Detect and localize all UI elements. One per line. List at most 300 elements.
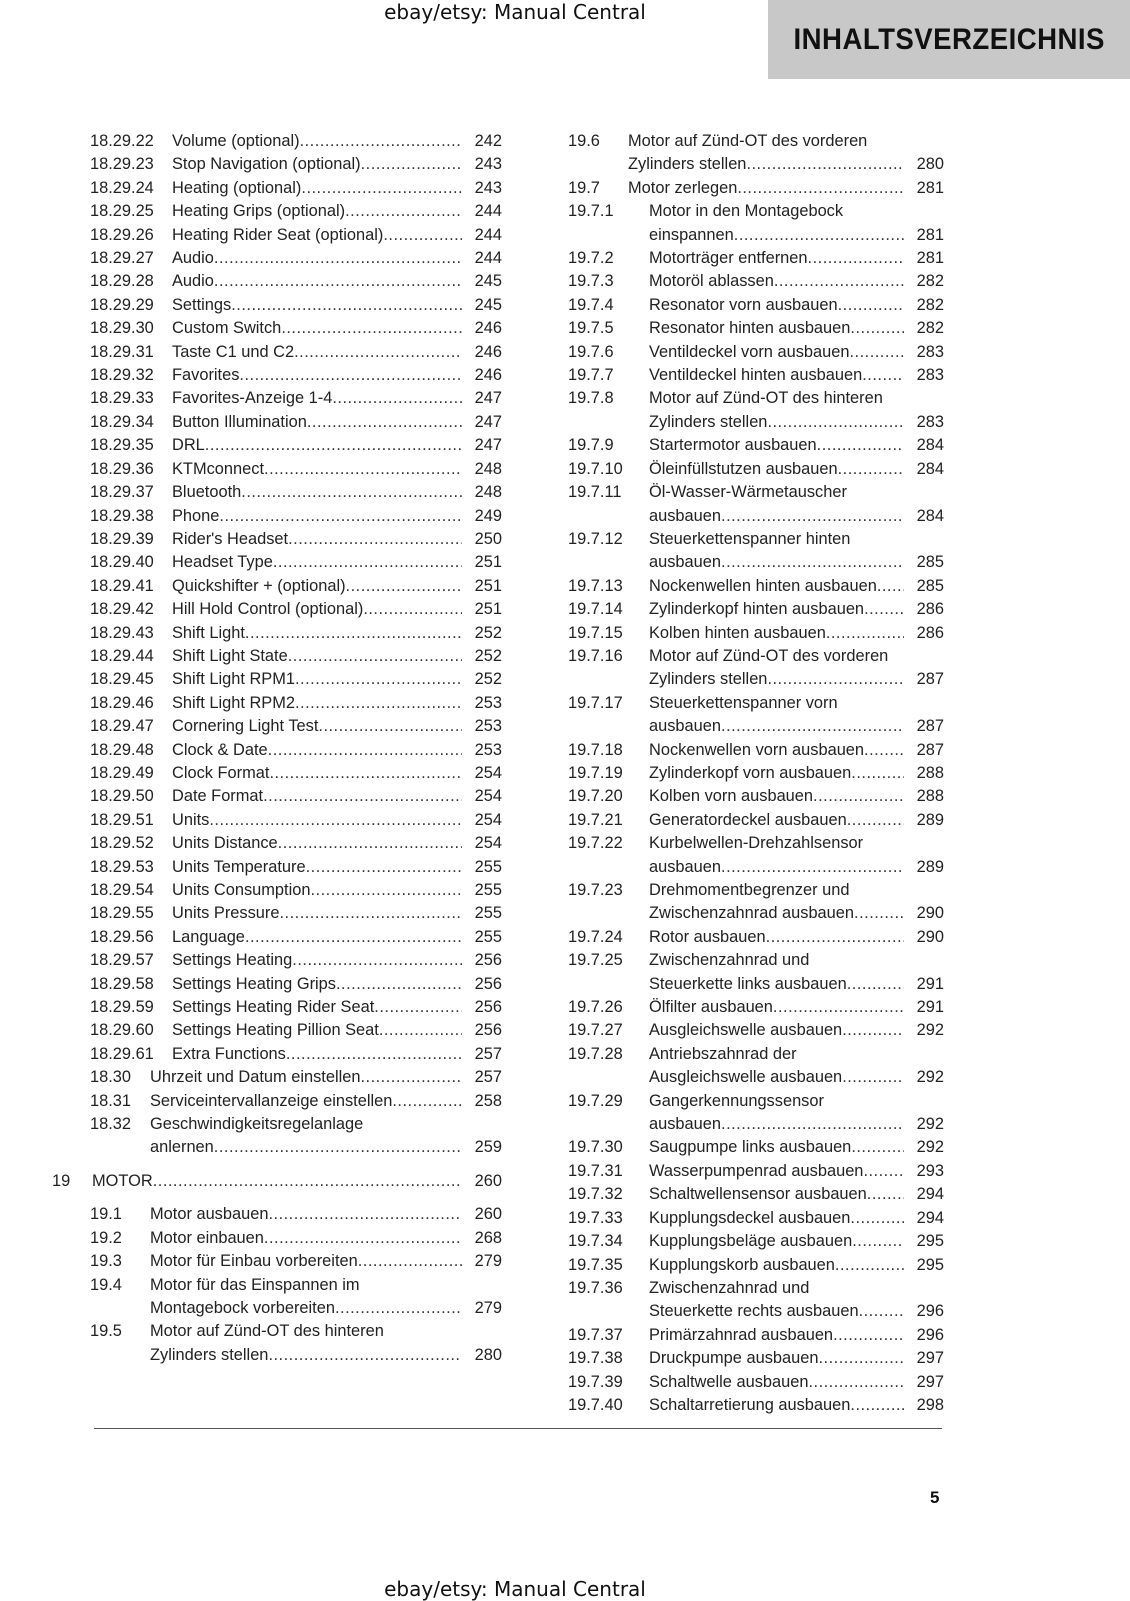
toc-entry-page: 294	[916, 1185, 944, 1204]
toc-entry-title-line: Motor in den Montagebock	[649, 202, 844, 221]
toc-entry-number: 18.29.56	[90, 927, 154, 946]
toc-entry-title: Zylinders stellen	[150, 1345, 269, 1364]
toc-entry[interactable]	[90, 762, 502, 785]
toc-entry-page: 287	[916, 717, 944, 736]
toc-entry-page: 291	[916, 998, 944, 1017]
dot-leader	[231, 294, 462, 317]
toc-entry-title-line: Drehmomentbegrenzer und	[649, 881, 850, 899]
toc-entry[interactable]	[568, 1090, 944, 1137]
toc-entry[interactable]	[52, 1170, 502, 1193]
toc-entry-page: 243	[474, 178, 502, 197]
toc-entry-title: Units Distance	[172, 834, 278, 853]
toc-entry-title: Kupplungskorb ausbauen	[649, 1255, 835, 1274]
toc-entry-number: 19.7.20	[568, 787, 623, 806]
dot-leader	[737, 177, 904, 200]
dot-leader	[279, 902, 462, 925]
toc-entry-number: 19.7.27	[568, 1021, 623, 1040]
dot-leader	[833, 1324, 904, 1347]
toc-entry[interactable]	[568, 1019, 944, 1042]
toc-entry[interactable]	[90, 294, 502, 317]
dot-leader	[205, 434, 462, 457]
toc-entry[interactable]	[90, 434, 502, 457]
toc-entry-page: 243	[474, 155, 502, 174]
dot-leader	[214, 1136, 462, 1159]
toc-entry[interactable]	[90, 1274, 502, 1321]
toc-entry-title: Schaltarretierung ausbauen	[649, 1395, 851, 1414]
toc-entry-title: Ventildeckel hinten ausbauen	[649, 366, 863, 385]
toc-entry-number: 19.7.18	[568, 740, 623, 759]
toc-entry[interactable]	[90, 832, 502, 855]
toc-entry[interactable]	[568, 1254, 944, 1277]
toc-entry-title: ausbauen	[649, 857, 722, 876]
toc-entry-title: Primärzahnrad ausbauen	[649, 1325, 834, 1344]
dot-leader	[269, 762, 462, 785]
dot-leader	[852, 1230, 904, 1253]
toc-entry[interactable]	[568, 1160, 944, 1183]
dot-leader	[345, 200, 462, 223]
toc-left-column	[52, 130, 502, 1367]
toc-entry-page: 249	[474, 506, 502, 525]
toc-entry[interactable]	[90, 177, 502, 200]
toc-entry-number: 19.7.25	[568, 951, 623, 970]
dot-leader	[245, 622, 462, 645]
toc-entry[interactable]	[90, 458, 502, 481]
toc-entry-number: 19.7.39	[568, 1372, 623, 1391]
toc-entry[interactable]	[568, 528, 944, 575]
toc-entry-title: Phone	[172, 506, 220, 525]
dot-leader	[818, 1347, 904, 1370]
toc-entry-page: 246	[474, 342, 502, 361]
dot-leader	[859, 1300, 904, 1323]
toc-entry-page: 288	[916, 763, 944, 782]
toc-entry-title: Units	[172, 810, 210, 829]
toc-entry-title: einspannen	[649, 225, 734, 244]
toc-entry-title: MOTOR	[92, 1171, 153, 1190]
toc-entry-number: 19.7.4	[568, 295, 614, 314]
dot-leader	[379, 1019, 462, 1042]
toc-entry-title-line: Motor auf Zünd-OT des hinteren	[150, 1322, 384, 1341]
toc-entry[interactable]	[90, 575, 502, 598]
dot-leader	[808, 1371, 904, 1394]
toc-entry-number: 18.29.37	[90, 483, 154, 502]
toc-entry-number: 19.7.16	[568, 646, 623, 665]
toc-entry-page: 290	[916, 904, 944, 923]
toc-entry-page: 292	[916, 1021, 944, 1040]
dot-leader	[734, 224, 904, 247]
toc-entry[interactable]	[568, 879, 944, 926]
toc-entry[interactable]	[90, 130, 502, 153]
toc-entry[interactable]	[568, 1136, 944, 1159]
dot-leader	[295, 668, 462, 691]
toc-entry[interactable]	[568, 1043, 944, 1090]
toc-entry[interactable]	[568, 294, 944, 317]
toc-entry-title: Button Illumination	[172, 412, 307, 431]
toc-entry[interactable]	[90, 481, 502, 504]
toc-entry[interactable]	[568, 762, 944, 785]
toc-entry-number: 19.7	[568, 178, 600, 197]
dot-leader	[850, 1207, 904, 1230]
toc-entry-number: 19.7.32	[568, 1185, 623, 1204]
dot-leader	[358, 1250, 462, 1273]
dot-leader	[851, 762, 904, 785]
toc-entry-page: 251	[474, 576, 502, 595]
toc-entry-title: Ausgleichswelle ausbauen	[649, 1068, 843, 1087]
toc-entry-page: 293	[916, 1161, 944, 1180]
toc-entry-number: 18.29.57	[90, 951, 154, 970]
toc-entry-number: 18.29.32	[90, 366, 154, 385]
toc-entry[interactable]	[90, 622, 502, 645]
toc-entry[interactable]	[90, 996, 502, 1019]
toc-entry[interactable]	[90, 411, 502, 434]
toc-entry-title: Motor ausbauen	[150, 1205, 269, 1224]
toc-entry[interactable]	[90, 809, 502, 832]
toc-entry-number: 19.7.6	[568, 342, 614, 361]
toc-entry-title-line: Gangerkennungssensor	[649, 1091, 824, 1110]
toc-entry[interactable]	[568, 130, 944, 177]
toc-entry-title: Generatordeckel ausbauen	[649, 810, 847, 829]
toc-entry[interactable]	[90, 1019, 502, 1042]
toc-entry-title: Heating Grips (optional)	[172, 202, 346, 221]
toc-entry[interactable]	[90, 505, 502, 528]
toc-entry-page: 296	[916, 1325, 944, 1344]
toc-entry-page: 256	[474, 974, 502, 993]
toc-entry[interactable]	[568, 270, 944, 293]
dot-leader	[721, 551, 904, 574]
toc-entry[interactable]	[568, 481, 944, 528]
toc-entry-number: 19.7.3	[568, 272, 614, 291]
toc-entry[interactable]	[90, 949, 502, 972]
toc-entry-page: 292	[916, 1115, 944, 1134]
toc-entry-title: Extra Functions	[172, 1044, 286, 1063]
toc-entry-number: 18.29.54	[90, 881, 154, 899]
toc-entry[interactable]	[90, 645, 502, 668]
dot-leader	[332, 387, 462, 410]
dot-leader	[374, 996, 462, 1019]
toc-entry-page: 256	[474, 998, 502, 1017]
toc-entry[interactable]	[90, 224, 502, 247]
toc-entry-number: 18.29.59	[90, 998, 154, 1017]
toc-entry-number: 18.29.45	[90, 670, 154, 689]
toc-entry-title: Units Pressure	[172, 904, 280, 923]
toc-entry[interactable]	[568, 317, 944, 340]
toc-entry[interactable]	[568, 1347, 944, 1370]
toc-entry[interactable]	[90, 692, 502, 715]
toc-entry-title: Ventildeckel vorn ausbauen	[649, 342, 850, 361]
toc-entry-title: Bluetooth	[172, 483, 242, 502]
toc-entry[interactable]	[90, 879, 502, 902]
toc-entry-page: 284	[916, 459, 944, 478]
toc-entry-page: 281	[916, 178, 944, 197]
toc-entry-page: 256	[474, 951, 502, 970]
toc-entry-page: 286	[916, 600, 944, 619]
toc-entry[interactable]	[568, 692, 944, 739]
toc-entry-page: 252	[474, 670, 502, 689]
toc-entry-number: 19.5	[90, 1322, 122, 1341]
toc-entry-title: Cornering Light Test	[172, 717, 319, 736]
toc-entry[interactable]	[90, 364, 502, 387]
toc-entry-number: 19.7.30	[568, 1138, 623, 1157]
toc-entry[interactable]	[568, 832, 944, 879]
dot-leader	[288, 645, 462, 668]
toc-entry-title: Steuerkette links ausbauen	[649, 974, 847, 993]
toc-entry-number: 19.7.7	[568, 366, 614, 385]
toc-entry-title: Units Consumption	[172, 881, 311, 899]
toc-entry[interactable]	[568, 177, 944, 200]
toc-entry-title: Heating Rider Seat (optional)	[172, 225, 384, 244]
toc-entry[interactable]	[568, 996, 944, 1019]
toc-entry[interactable]	[568, 341, 944, 364]
toc-entry-page: 254	[474, 787, 502, 806]
toc-entry[interactable]	[90, 1203, 502, 1226]
dot-leader	[817, 434, 904, 457]
dot-leader	[268, 1344, 462, 1367]
toc-entry-number: 19.7.8	[568, 389, 614, 408]
toc-entry-number: 18.29.25	[90, 202, 154, 221]
toc-entry[interactable]	[568, 1371, 944, 1394]
dot-leader	[851, 1136, 904, 1159]
toc-entry[interactable]	[90, 973, 502, 996]
toc-entry[interactable]	[568, 809, 944, 832]
toc-entry-page: 284	[916, 506, 944, 525]
toc-entry[interactable]	[568, 575, 944, 598]
toc-entry[interactable]	[90, 317, 502, 340]
toc-entry-page: 255	[474, 904, 502, 923]
toc-entry-number: 19	[52, 1171, 71, 1190]
toc-entry[interactable]	[568, 645, 944, 692]
toc-entry-title: Audio	[172, 272, 214, 291]
toc-entry-title-line: Steuerkettenspanner vorn	[649, 693, 838, 712]
toc-entry-page: 245	[474, 272, 502, 291]
dot-leader	[847, 809, 904, 832]
dot-leader	[721, 505, 904, 528]
toc-entry-number: 18.29.53	[90, 857, 154, 876]
toc-entry-page: 282	[916, 319, 944, 338]
dot-leader	[264, 458, 462, 481]
toc-entry[interactable]	[90, 1090, 502, 1113]
dot-leader	[746, 153, 904, 176]
dot-leader	[721, 715, 904, 738]
toc-entry-page: 251	[474, 553, 502, 572]
toc-right-column	[568, 130, 944, 1417]
toc-entry-page: 247	[474, 436, 502, 455]
toc-entry-title: Zylinders stellen	[649, 412, 768, 431]
toc-entry-number: 18.29.28	[90, 272, 154, 291]
toc-entry-number: 19.7.22	[568, 834, 623, 853]
toc-entry[interactable]	[568, 949, 944, 996]
toc-entry-number: 19.7.24	[568, 927, 623, 946]
toc-entry-title: Settings Heating	[172, 951, 293, 970]
dot-leader	[850, 1394, 904, 1417]
toc-entry-title: ausbauen	[649, 1115, 722, 1134]
toc-entry-page: 242	[474, 132, 502, 150]
toc-entry-title: Kolben hinten ausbauen	[649, 623, 826, 642]
toc-entry[interactable]	[568, 1230, 944, 1253]
toc-entry[interactable]	[568, 1277, 944, 1324]
toc-entry-title-line: Zwischenzahnrad und	[649, 951, 810, 970]
toc-entry[interactable]	[90, 1043, 502, 1066]
toc-entry-page: 280	[474, 1345, 502, 1364]
toc-entry-number: 19.7.21	[568, 810, 623, 829]
toc-entry-number: 18.29.24	[90, 178, 154, 197]
toc-entry-title: ausbauen	[649, 553, 722, 572]
section-header	[768, 0, 1130, 79]
toc-entry-page: 255	[474, 857, 502, 876]
dot-leader	[864, 739, 904, 762]
toc-entry-page: 296	[916, 1302, 944, 1321]
dot-leader	[862, 364, 904, 387]
toc-entry-number: 19.7.36	[568, 1278, 623, 1297]
toc-entry-number: 18.29.52	[90, 834, 154, 853]
toc-entry-page: 256	[474, 1021, 502, 1040]
toc-entry-title: Clock & Date	[172, 740, 268, 759]
toc-entry-page: 288	[916, 787, 944, 806]
toc-entry-page: 246	[474, 366, 502, 385]
toc-entry[interactable]	[568, 387, 944, 434]
toc-entry-number: 18.29.41	[90, 576, 154, 595]
toc-entry-number: 19.7.23	[568, 881, 623, 899]
toc-entry[interactable]	[90, 1227, 502, 1250]
toc-entry-number: 18.29.27	[90, 249, 154, 268]
toc-entry-page: 255	[474, 881, 502, 899]
dot-leader	[336, 973, 462, 996]
toc-entry[interactable]	[90, 1320, 502, 1367]
toc-entry[interactable]	[568, 1324, 944, 1347]
toc-entry-number: 18.29.50	[90, 787, 154, 806]
dot-leader	[842, 1019, 904, 1042]
toc-entry-page: 248	[474, 459, 502, 478]
toc-entry-title: Wasserpumpenrad ausbauen	[649, 1161, 864, 1180]
toc-entry-number: 19.7.9	[568, 436, 614, 455]
toc-entry-title: Motor zerlegen	[628, 178, 738, 197]
toc-entry[interactable]	[90, 1066, 502, 1089]
toc-entry[interactable]	[568, 458, 944, 481]
toc-entry[interactable]	[568, 247, 944, 270]
dot-leader	[849, 341, 904, 364]
toc-entry[interactable]	[568, 1207, 944, 1230]
toc-entry-number: 18.29.58	[90, 974, 154, 993]
toc-entry-title: Clock Format	[172, 763, 270, 782]
toc-entry[interactable]	[90, 200, 502, 223]
toc-entry-title: Settings Heating Pillion Seat	[172, 1021, 379, 1040]
toc-entry-title: Nockenwellen vorn ausbauen	[649, 740, 865, 759]
dot-leader	[241, 481, 462, 504]
toc-entry[interactable]	[90, 551, 502, 574]
dot-leader	[826, 622, 904, 645]
dot-leader	[245, 926, 462, 949]
toc-entry-title: ausbauen	[649, 717, 722, 736]
toc-entry-title: Kupplungsbeläge ausbauen	[649, 1232, 853, 1251]
toc-entry-title: Ölfilter ausbauen	[649, 998, 773, 1017]
dot-leader	[838, 458, 904, 481]
toc-entry-page: 260	[474, 1205, 502, 1224]
toc-entry[interactable]	[90, 528, 502, 551]
toc-entry-number: 18.29.60	[90, 1021, 154, 1040]
toc-entry-title: Resonator hinten ausbauen	[649, 319, 851, 338]
toc-entry-number: 18.29.49	[90, 763, 154, 782]
dot-leader	[307, 411, 462, 434]
toc-entry[interactable]	[568, 364, 944, 387]
dot-leader	[867, 1183, 904, 1206]
toc-entry[interactable]	[90, 270, 502, 293]
toc-entry-number: 18.29.46	[90, 693, 154, 712]
toc-entry-title: Volume (optional)	[172, 132, 300, 150]
toc-entry-number: 18.29.22	[90, 132, 154, 150]
toc-entry-page: 298	[916, 1395, 944, 1414]
dot-leader	[306, 856, 462, 879]
toc-entry-title: Rotor ausbauen	[649, 927, 766, 946]
toc-entry[interactable]	[568, 785, 944, 808]
footer-divider	[94, 1428, 942, 1429]
toc-entry[interactable]	[90, 715, 502, 738]
toc-entry-page: 258	[474, 1091, 502, 1110]
toc-entry[interactable]	[90, 856, 502, 879]
toc-entry-title: Shift Light RPM2	[172, 693, 295, 712]
toc-entry[interactable]	[90, 668, 502, 691]
toc-entry-number: 18.29.39	[90, 529, 154, 548]
toc-entry-title: Headset Type	[172, 553, 273, 572]
toc-entry-title: Stop Navigation (optional)	[172, 155, 361, 174]
toc-entry-page: 289	[916, 810, 944, 829]
dot-leader	[294, 341, 462, 364]
toc-entry-page: 254	[474, 763, 502, 782]
toc-entry[interactable]	[90, 739, 502, 762]
toc-entry[interactable]	[90, 1250, 502, 1273]
toc-entry-title: KTMconnect	[172, 459, 265, 478]
toc-entry[interactable]	[90, 1113, 502, 1160]
toc-entry-page: 292	[916, 1068, 944, 1087]
toc-entry[interactable]	[568, 926, 944, 949]
toc-entry[interactable]	[90, 902, 502, 925]
toc-entry-page: 253	[474, 717, 502, 736]
toc-entry-page: 282	[916, 295, 944, 314]
toc-entry-page: 279	[474, 1252, 502, 1271]
toc-entry[interactable]	[90, 247, 502, 270]
dot-leader	[392, 1090, 462, 1113]
toc-entry-page: 294	[916, 1208, 944, 1227]
toc-entry[interactable]	[90, 926, 502, 949]
toc-entry[interactable]	[568, 598, 944, 621]
dot-leader	[863, 1160, 904, 1183]
dot-leader	[346, 575, 462, 598]
toc-entry-page: 247	[474, 389, 502, 408]
toc-entry-number: 19.3	[90, 1252, 122, 1271]
dot-leader	[850, 317, 904, 340]
toc-entry[interactable]	[90, 785, 502, 808]
toc-entry[interactable]	[568, 1394, 944, 1417]
toc-entry[interactable]	[568, 622, 944, 645]
toc-entry-title: Shift Light	[172, 623, 245, 642]
toc-entry-title: Motor einbauen	[150, 1228, 264, 1247]
toc-entry-number: 18.29.55	[90, 904, 154, 923]
dot-leader	[214, 247, 462, 270]
toc-entry[interactable]	[90, 153, 502, 176]
toc-entry-page: 253	[474, 693, 502, 712]
toc-entry[interactable]	[568, 739, 944, 762]
toc-entry[interactable]	[568, 434, 944, 457]
toc-entry-number: 18.29.23	[90, 155, 154, 174]
toc-entry[interactable]	[568, 200, 944, 247]
toc-entry[interactable]	[90, 387, 502, 410]
toc-entry-page: 259	[474, 1138, 502, 1157]
toc-entry[interactable]	[568, 1183, 944, 1206]
dot-leader	[292, 949, 462, 972]
toc-entry-number: 19.7.31	[568, 1161, 623, 1180]
toc-entry[interactable]	[90, 598, 502, 621]
toc-entry-title: Custom Switch	[172, 319, 282, 338]
toc-entry-title: anlernen	[150, 1138, 214, 1157]
toc-entry-title-line: Motor auf Zünd-OT des vorderen	[649, 646, 889, 665]
toc-entry[interactable]	[90, 341, 502, 364]
